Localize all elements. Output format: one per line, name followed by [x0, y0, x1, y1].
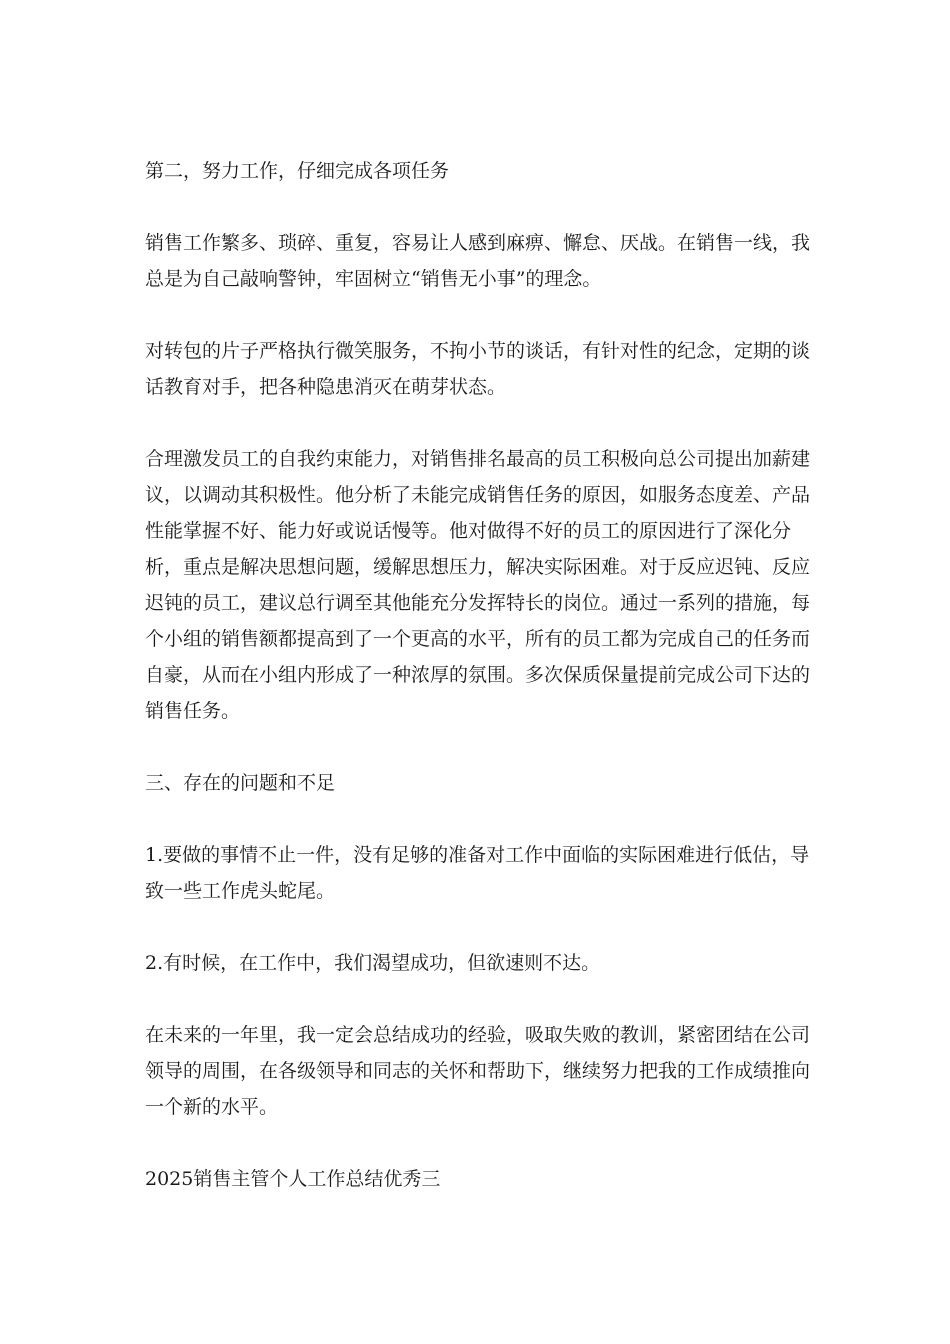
paragraph: 合理激发员工的自我约束能力，对销售排名最高的员工积极向总公司提出加薪建议，以调动其积极性。他分析了未能完成销售任务的原因，如服务态度差、产品性能掌握不好、能力好或说话慢等。他对做得不好的员工的原因进行了深化分析，重点是解决思想问题，缓解思想压力，解决实际困难。对于反应迟钝、反应迟钝的员工，建议总行调至其他能充分发挥特长的岗位。通过一系列的措施，每个小组的销售额都提高到了一个更高的水平，所有的员工都为完成自己的任务而自豪，从而在小组内形成了一种浓厚的氛围。多次保质保量提前完成公司下达的销售任务。 [145, 448, 811, 722]
document-body [145, 153, 815, 1233]
section-heading: 第二，努力工作，仔细完成各项任务 [145, 160, 450, 182]
section-heading: 2025销售主管个人工作总结优秀三 [145, 1168, 441, 1190]
section-heading: 三、存在的问题和不足 [145, 772, 336, 794]
paragraph: 在未来的一年里，我一定会总结成功的经验，吸取失败的教训，紧密团结在公司领导的周围，在各级领导和同志的关怀和帮助下，继续努力把我的工作成绩推向一个新的水平。 [145, 1024, 811, 1118]
paragraph: 对转包的片子严格执行微笑服务，不拘小节的谈话，有针对性的纪念，定期的谈话教育对手，把各种隐患消灭在萌芽状态。 [145, 340, 811, 398]
list-item: 2.有时候，在工作中，我们渴望成功，但欲速则不达。 [145, 952, 601, 974]
paragraph: 销售工作繁多、琐碎、重复，容易让人感到麻痹、懈怠、厌战。在销售一线，我总是为自己敲响警钟，牢固树立“销售无小事”的理念。 [145, 232, 811, 290]
list-item: 1.要做的事情不止一件，没有足够的准备对工作中面临的实际困难进行低估，导致一些工作虎头蛇尾。 [145, 844, 810, 902]
